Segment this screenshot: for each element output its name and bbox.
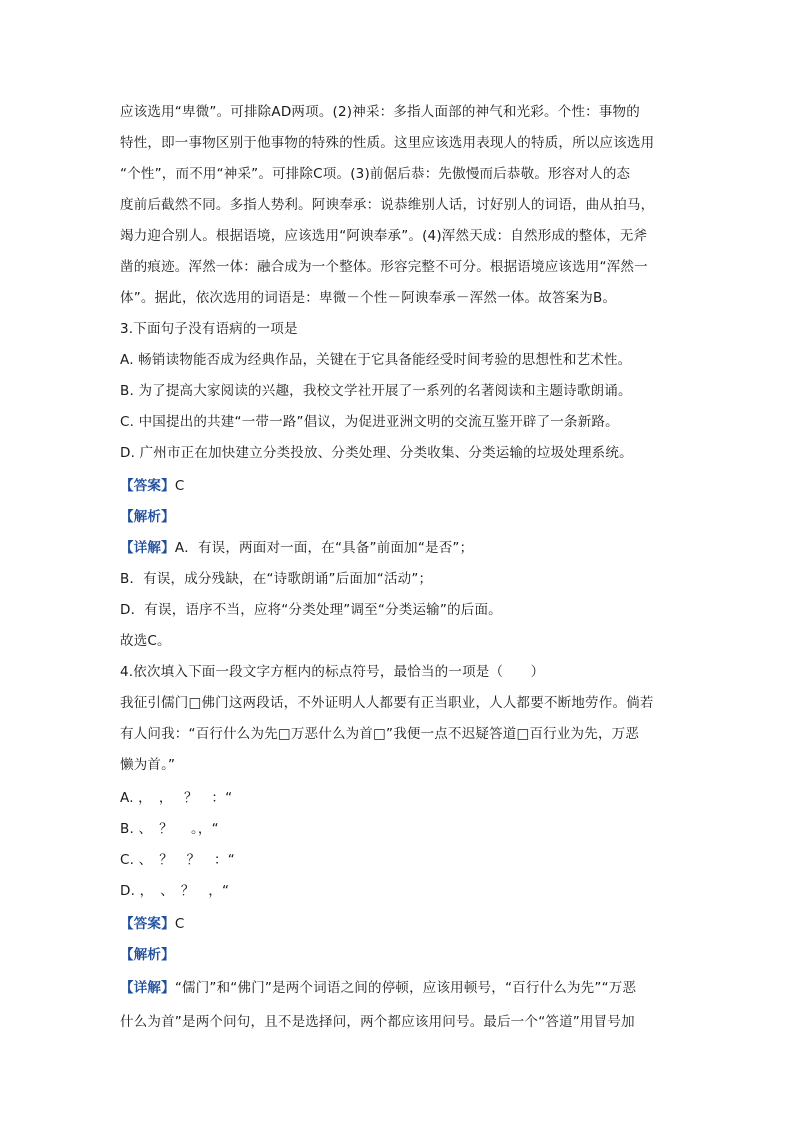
answer-value: C xyxy=(174,916,185,932)
analysis-line: 应该选用“卑微”。可排除AD两项。(2)神采：多指人面部的神气和光彩。个性：事物的 xyxy=(120,104,640,120)
analysis-tag: 【解析】 xyxy=(120,947,175,963)
question-3-conclusion: 故选C。 xyxy=(120,633,171,649)
question-3-detail xyxy=(120,538,680,558)
answer-value: C xyxy=(174,478,185,494)
question-3-option-d: D. 广州市正在加快建立分类投放、分类处理、分类收集、分类运输的垃圾处理系统。 xyxy=(120,445,633,461)
question-3-stem: 3.下面句子没有语病的一项是 xyxy=(120,321,298,337)
question-3-detail-line: D．有误，语序不当，应将“分类处理”调至“分类运输”的后面。 xyxy=(120,602,502,618)
analysis-line: “个性”，而不用“神采”。可排除C项。(3)前倨后恭：先傲慢而后恭敬。形容对人的态 xyxy=(120,166,631,182)
question-3-analysis xyxy=(120,507,680,527)
analysis-tag: 【解析】 xyxy=(120,509,175,525)
question-4-passage: 我征引儒门□佛门这两段话，不外证明人人都要有正当职业，人人都要不断地劳作。倘若 xyxy=(120,695,654,711)
question-4-option-c: C. 、 ？ ？ ：“ xyxy=(120,852,235,868)
question-4-passage: 懒为首。” xyxy=(120,757,176,773)
question-4-option-a: A. ， ， ？ ：“ xyxy=(120,790,233,806)
question-4-analysis xyxy=(120,945,680,965)
detail-text: A．有误，两面对一面，在“具备”前面加“是否”； xyxy=(174,540,474,556)
analysis-line: 竭力迎合别人。根据语境，应该选用“阿谀奉承”。(4)浑然天成：自然形成的整体，无斧 xyxy=(120,228,648,244)
answer-tag: 【答案】 xyxy=(120,478,175,494)
answer-tag: 【答案】 xyxy=(120,916,175,932)
question-3-answer xyxy=(120,476,680,496)
question-4-stem: 4.依次填入下面一段文字方框内的标点符号，最恰当的一项是（ ） xyxy=(120,664,545,680)
question-4-detail-line: 什么为首”是两个问句，且不是选择问，两个都应该用问号。最后一个“答道”用冒号加 xyxy=(120,1014,635,1030)
question-3-option-c: C. 中国提出的共建“一带一路”倡议，为促进亚洲文明的交流互鉴开辟了一条新路。 xyxy=(120,414,619,430)
detail-tag: 【详解】 xyxy=(120,980,175,996)
question-4-answer xyxy=(120,914,680,934)
question-4-passage: 有人问我：“百行什么为先□万恶什么为首□”我便一点不迟疑答道□百行业为先，万恶 xyxy=(120,726,640,742)
question-4-detail xyxy=(120,978,680,998)
analysis-line: 凿的痕迹。浑然一体：融合成为一个整体。形容完整不可分。根据语境应该选用“浑然一 xyxy=(120,259,648,275)
question-4-option-b: B. 、 ？ 。，“ xyxy=(120,821,219,837)
analysis-line: 特性，即一事物区别于他事物的特殊的性质。这里应该选用表现人的特质，所以应该选用 xyxy=(120,135,655,151)
detail-tag: 【详解】 xyxy=(120,540,175,556)
question-3-option-b: B. 为了提高大家阅读的兴趣，我校文学社开展了一系列的名著阅读和主题诗歌朗诵。 xyxy=(120,383,632,399)
analysis-line: 度前后截然不同。多指人势利。阿谀奉承：说恭维别人话，讨好别人的词语，曲从拍马， xyxy=(120,197,655,213)
question-3-option-a: A. 畅销读物能否成为经典作品，关键在于它具备能经受时间考验的思想性和艺术性。 xyxy=(120,352,632,368)
detail-text: “儒门”和“佛门”是两个词语之间的停顿，应该用顿号，“百行什么为先”“万恶 xyxy=(174,980,637,996)
analysis-line: 体”。据此，依次选用的词语是：卑微－个性－阿谀奉承－浑然一体。故答案为B。 xyxy=(120,290,617,306)
question-4-option-d: D. ， 、 ？ ，“ xyxy=(120,883,230,899)
question-3-detail-line: B．有误，成分残缺，在“诗歌朗诵”后面加“活动”； xyxy=(120,571,433,587)
